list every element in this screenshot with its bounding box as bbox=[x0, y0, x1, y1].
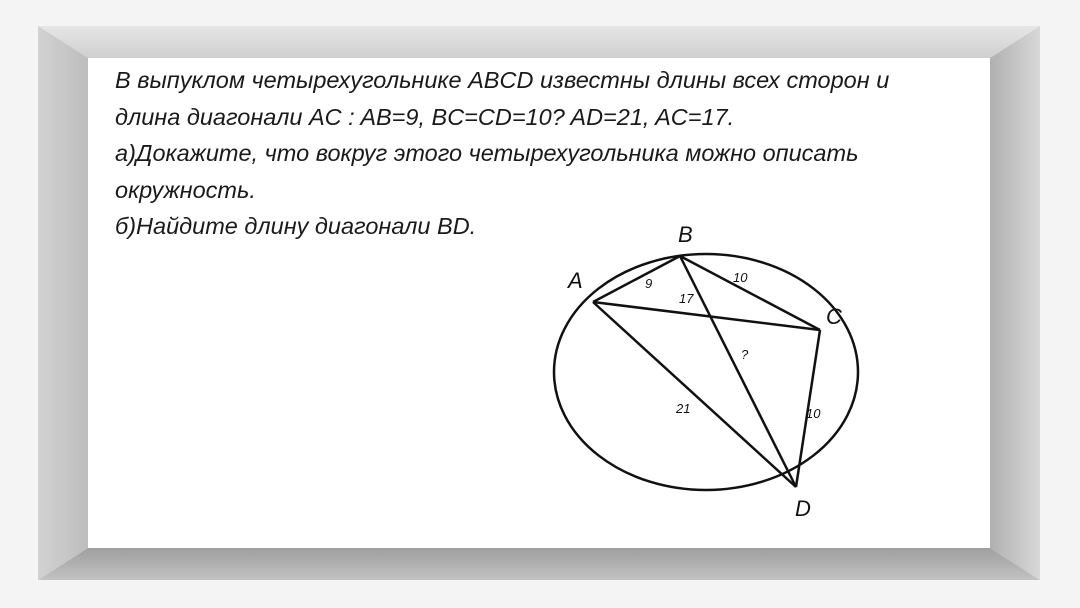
point-label-a: A bbox=[568, 268, 583, 293]
length-label-cd: 10 bbox=[806, 406, 821, 421]
point-label-d: D bbox=[795, 496, 811, 521]
problem-line-3: а)Докажите, что вокруг этого четырехугольника можно описать bbox=[115, 140, 859, 166]
side-ab bbox=[593, 256, 680, 302]
side-ad bbox=[593, 302, 796, 487]
length-label-bc: 10 bbox=[733, 270, 748, 285]
length-label-ad: 21 bbox=[676, 401, 691, 416]
length-label-ab: 9 bbox=[645, 276, 653, 291]
side-bc bbox=[680, 256, 820, 330]
point-label-c: C bbox=[826, 304, 842, 329]
problem-line-5: б)Найдите длину диагонали BD. bbox=[115, 213, 477, 239]
length-label-ac: 17 bbox=[679, 291, 694, 306]
problem-line-1: В выпуклом четырехугольнике ABCD известны длины всех сторон и bbox=[115, 67, 890, 93]
length-label-bd: ? bbox=[741, 347, 749, 362]
problem-line-4: окружность. bbox=[115, 176, 256, 203]
diagonal-bd bbox=[680, 256, 796, 487]
point-label-b: B bbox=[678, 222, 693, 247]
problem-line-2: длина диагонали AC : AB=9, BC=CD=10? AD=21, AC=17. bbox=[115, 103, 735, 130]
